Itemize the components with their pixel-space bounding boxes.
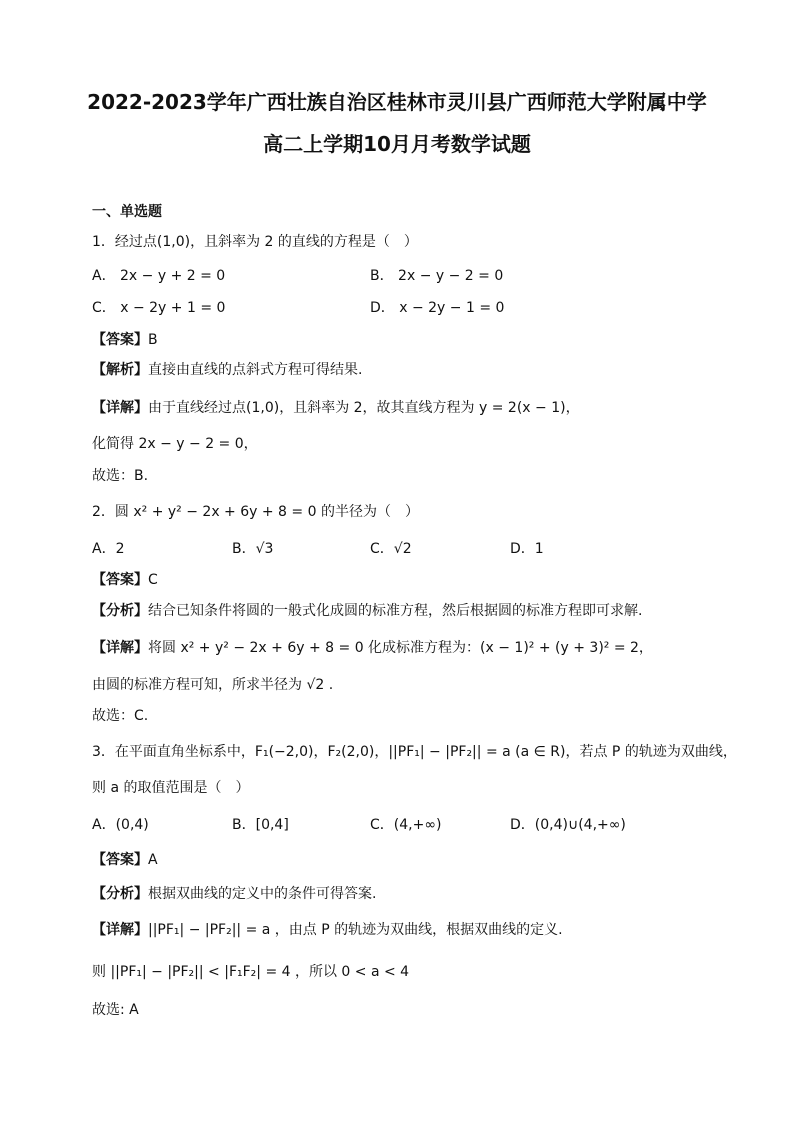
q2-detail-2: 由圆的标准方程可知，所求半径为 √2 .	[92, 677, 334, 693]
answer-value: C	[148, 572, 158, 588]
q3-option-a: A．(0,4)	[92, 817, 149, 833]
page-title-line1: 2022-2023学年广西壮族自治区桂林市灵川县广西师范大学附属中学	[87, 90, 707, 114]
analysis-tag: 【解析】	[92, 362, 148, 378]
detail-tag: 【详解】	[92, 400, 148, 416]
q2-stem: 2．圆 x² + y² − 2x + 6y + 8 = 0 的半径为（ ）	[92, 504, 419, 520]
q2-answer	[92, 570, 158, 590]
q3-stem-2: 则 a 的取值范围是（ ）	[92, 780, 250, 796]
answer-value: B	[148, 332, 158, 348]
q1-option-a: A． 2x − y + 2 = 0	[92, 268, 226, 284]
answer-tag: 【答案】	[92, 852, 148, 868]
q1-stem: 1．经过点(1,0)，且斜率为 2 的直线的方程是（ ）	[92, 234, 418, 250]
detail-text: 由于直线经过点(1,0)，且斜率为 2，故其直线方程为 y = 2(x − 1)，	[148, 400, 580, 416]
q2-option-d: D．1	[510, 541, 544, 557]
q1-detail-2: 化简得 2x − y − 2 = 0，	[92, 436, 258, 452]
analysis-text: 结合已知条件将圆的一般式化成圆的标准方程，然后根据圆的标准方程即可求解.	[148, 603, 643, 619]
q2-analysis	[92, 601, 642, 621]
q3-analysis	[92, 884, 376, 904]
q3-detail-2: 则 ||PF₁| − |PF₂|| < |F₁F₂| = 4 ，所以 0 < a < 4	[92, 964, 410, 980]
q1-detail	[92, 398, 580, 418]
q3-option-d: D．(0,4)∪(4,+∞)	[510, 817, 626, 833]
detail-tag: 【详解】	[92, 922, 148, 938]
analysis-text: 直接由直线的点斜式方程可得结果.	[148, 362, 363, 378]
q2-option-a: A．2	[92, 541, 125, 557]
q3-choose: 故选: A	[92, 1002, 139, 1018]
q1-choose: 故选：B.	[92, 468, 149, 484]
q1-option-c: C． x − 2y + 1 = 0	[92, 300, 226, 316]
q1-option-b: B． 2x − y − 2 = 0	[370, 268, 504, 284]
q2-option-b: B．√3	[232, 541, 274, 557]
q3-detail	[92, 920, 563, 940]
q2-choose: 故选：C.	[92, 708, 149, 724]
answer-value: A	[148, 852, 158, 868]
detail-text: 将圆 x² + y² − 2x + 6y + 8 = 0 化成标准方程为：(x − 1)² + (y + 3)² = 2，	[148, 640, 653, 656]
q2-detail	[92, 638, 653, 658]
analysis-tag: 【分析】	[92, 603, 148, 619]
page-title-line2: 高二上学期10月月考数学试题	[263, 132, 531, 156]
q3-stem: 3．在平面直角坐标系中，F₁(−2,0)，F₂(2,0)，||PF₁| − |PF₂|| = a (a ∈ R)，若点 P 的轨迹为双曲线，	[92, 744, 737, 760]
q1-analysis	[92, 360, 362, 380]
q2-option-c: C．√2	[370, 541, 412, 557]
q3-option-c: C．(4,+∞)	[370, 817, 442, 833]
analysis-text: 根据双曲线的定义中的条件可得答案.	[148, 886, 377, 902]
answer-tag: 【答案】	[92, 572, 148, 588]
detail-tag: 【详解】	[92, 640, 148, 656]
analysis-tag: 【分析】	[92, 886, 148, 902]
q1-answer	[92, 330, 158, 350]
q3-option-b: B．[0,4]	[232, 817, 289, 833]
section-heading: 一、单选题	[92, 204, 162, 220]
q1-option-d: D． x − 2y − 1 = 0	[370, 300, 505, 316]
answer-tag: 【答案】	[92, 332, 148, 348]
detail-text: ||PF₁| − |PF₂|| = a ，由点 P 的轨迹为双曲线，根据双曲线的定义.	[148, 922, 563, 938]
q3-answer	[92, 850, 158, 870]
